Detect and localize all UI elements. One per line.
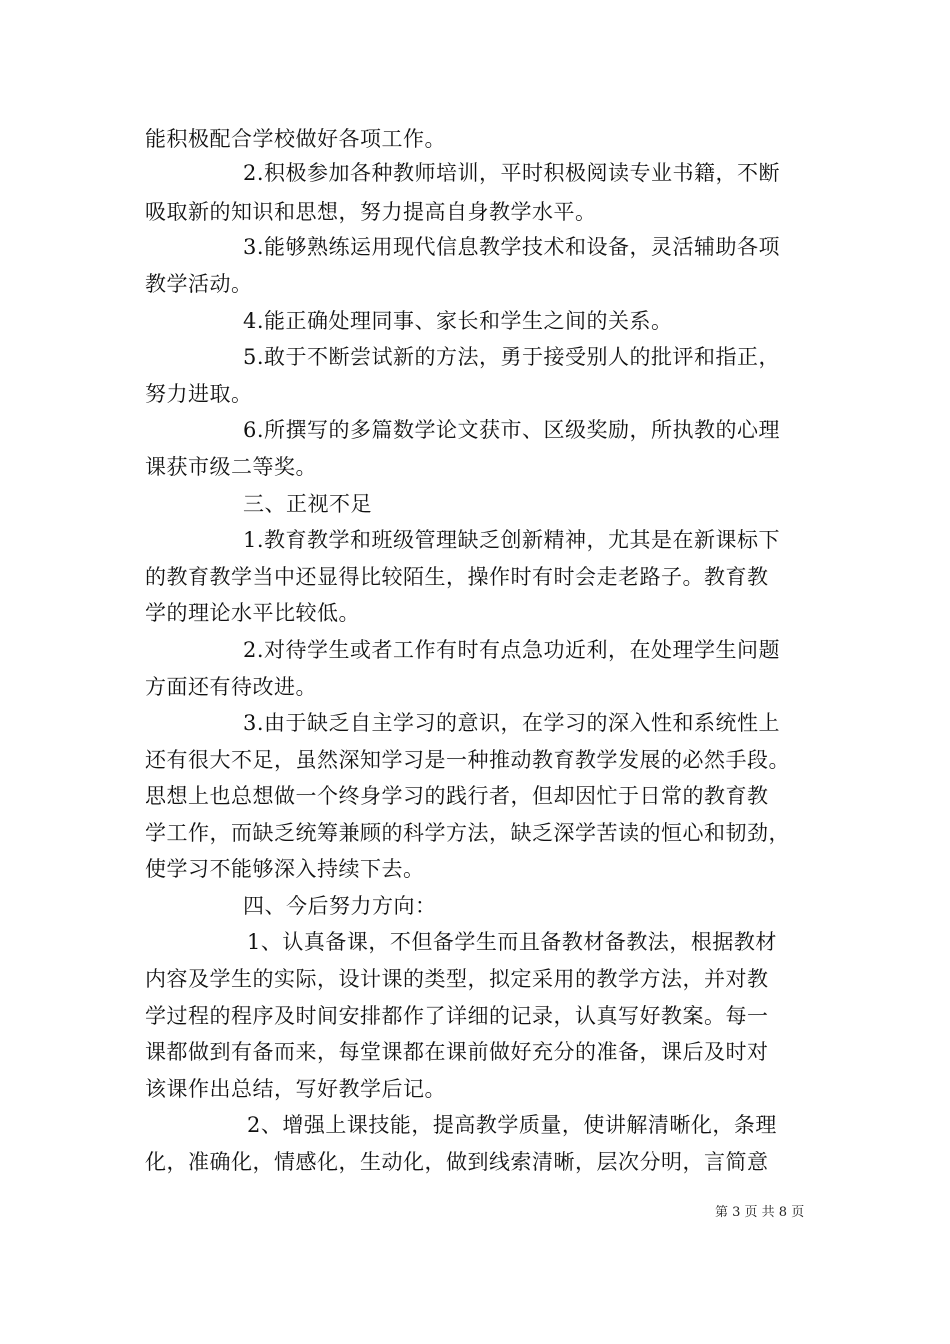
list-item-line: 6.所撰写的多篇数学论文获市、区级奖励，所执教的心理 [243, 418, 781, 442]
body-line: 吸取新的知识和思想，努力提高自身教学水平。 [145, 200, 597, 224]
body-line: 能积极配合学校做好各项工作。 [145, 127, 446, 151]
body-line: 学的理论水平比较低。 [145, 601, 360, 625]
list-item-line: 1、认真备课，不但备学生而且备教材备教法，根据教材 [247, 930, 777, 954]
body-line: 方面还有待改进。 [145, 675, 317, 699]
body-line: 内容及学生的实际，设计课的类型，拟定采用的教学方法，并对教 [145, 967, 769, 991]
body-line: 还有很大不足，虽然深知学习是一种推动教育教学发展的必然手段。 [145, 748, 790, 772]
body-line: 努力进取。 [145, 382, 253, 406]
list-item-line: 4.能正确处理同事、家长和学生之间的关系。 [243, 309, 673, 333]
body-line: 学工作，而缺乏统筹兼顾的科学方法，缺乏深学苦读的恒心和韧劲， [145, 821, 790, 845]
body-line: 化，准确化，情感化，生动化，做到线索清晰，层次分明，言简意 [145, 1150, 769, 1174]
list-item-line: 2.积极参加各种教师培训，平时积极阅读专业书籍，不断 [243, 161, 781, 185]
body-line: 课获市级二等奖。 [145, 455, 317, 479]
body-line: 使学习不能够深入持续下去。 [145, 857, 425, 881]
body-line: 思想上也总想做一个终身学习的践行者，但却因忙于日常的教育教 [145, 784, 769, 808]
list-item-line: 1.教育教学和班级管理缺乏创新精神，尤其是在新课标下 [243, 528, 781, 552]
body-line: 该课作出总结，写好教学后记。 [145, 1077, 446, 1101]
list-item-line: 3.能够熟练运用现代信息教学技术和设备，灵活辅助各项 [243, 235, 781, 259]
body-line: 教学活动。 [145, 272, 253, 296]
page-number-footer: 第 3 页 共 8 页 [715, 1205, 805, 1220]
list-item-line: 5.敢于不断尝试新的方法，勇于接受别人的批评和指正， [243, 345, 781, 369]
list-item-line: 2.对待学生或者工作有时有点急功近利，在处理学生问题 [243, 638, 781, 662]
body-line: 学过程的程序及时间安排都作了详细的记录，认真写好教案。每一 [145, 1004, 769, 1028]
list-item-line: 2、增强上课技能，提高教学质量，使讲解清晰化，条理 [247, 1113, 777, 1137]
list-item-line: 3.由于缺乏自主学习的意识，在学习的深入性和系统性上 [243, 711, 781, 735]
section-heading: 三、正视不足 [243, 492, 372, 516]
body-line: 的教育教学当中还显得比较陌生，操作时有时会走老路子。教育教 [145, 565, 769, 589]
body-line: 课都做到有备而来，每堂课都在课前做好充分的准备，课后及时对 [145, 1040, 769, 1064]
section-heading: 四、今后努力方向： [243, 894, 437, 918]
